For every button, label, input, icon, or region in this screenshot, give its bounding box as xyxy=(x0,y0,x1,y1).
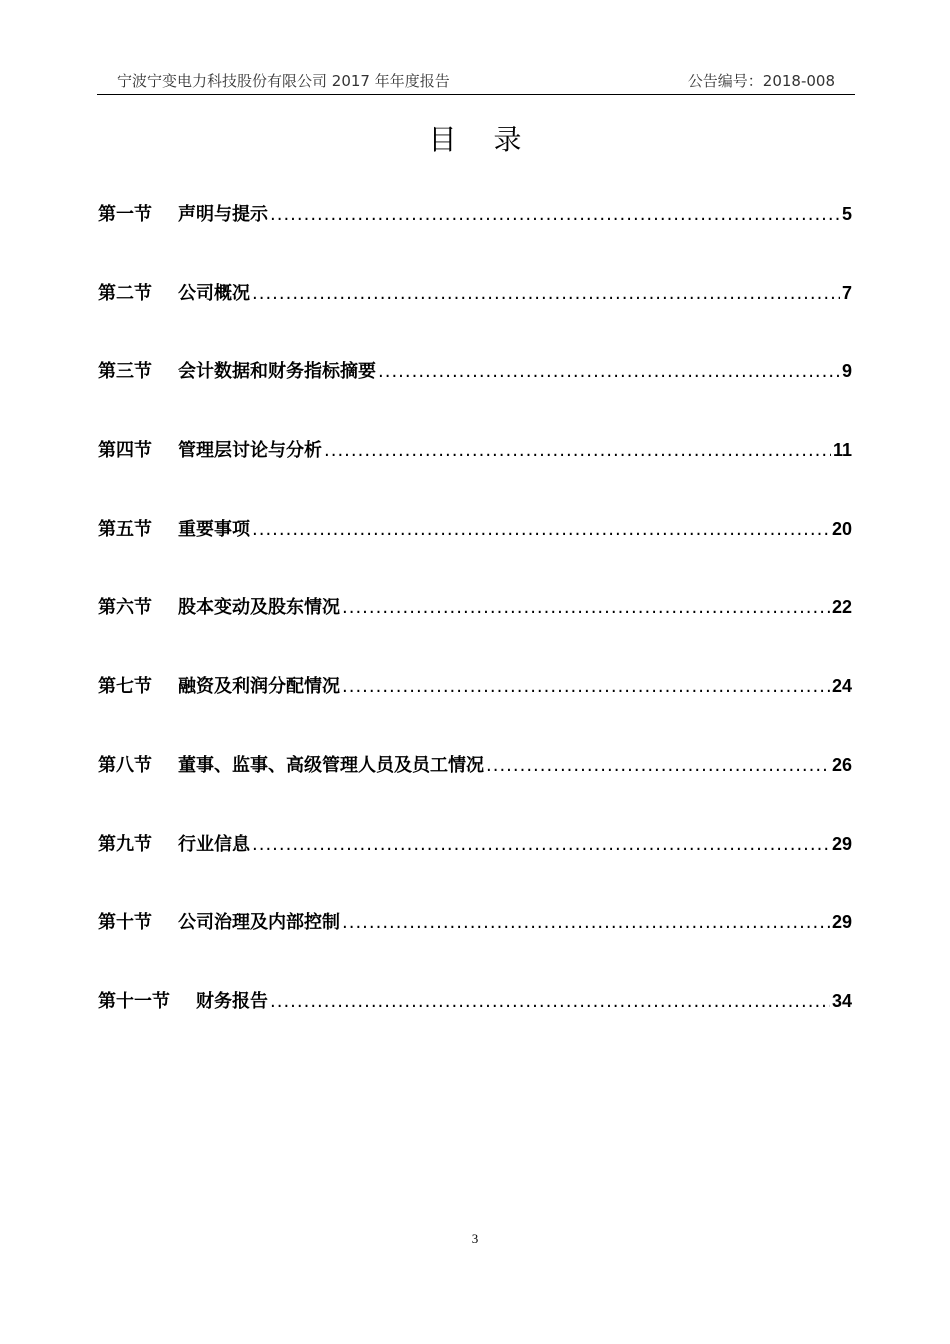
toc-section-number: 第八节 xyxy=(98,754,152,776)
toc-section-number: 第九节 xyxy=(98,833,152,855)
toc-section-number: 第四节 xyxy=(98,440,152,462)
toc-section-number: 第三节 xyxy=(98,361,152,383)
dot-leader xyxy=(342,912,830,933)
toc-section-title: 公司治理及内部控制 xyxy=(178,912,340,934)
toc-page-number: 5 xyxy=(841,204,852,224)
toc-entry[interactable] xyxy=(98,436,852,515)
toc-entry[interactable] xyxy=(98,987,852,1066)
toc-entry[interactable] xyxy=(98,593,852,672)
dot-leader xyxy=(486,755,830,776)
dot-leader xyxy=(342,676,830,697)
dot-leader xyxy=(342,597,830,618)
toc-section-title: 股本变动及股东情况 xyxy=(178,597,340,619)
toc-entry[interactable] xyxy=(98,200,852,279)
toc-section-title: 重要事项 xyxy=(178,518,250,540)
dot-leader xyxy=(378,361,840,382)
toc-page-number: 34 xyxy=(831,990,852,1011)
toc-section-number: 第七节 xyxy=(98,676,152,698)
toc-page-number: 22 xyxy=(831,597,852,618)
dot-leader xyxy=(252,283,840,304)
toc-page-number: 7 xyxy=(841,282,852,303)
toc-section-title: 公司概况 xyxy=(178,282,250,304)
toc-page-number: 20 xyxy=(831,518,852,539)
toc-section-number: 第十一节 xyxy=(98,990,170,1012)
dot-leader xyxy=(324,440,831,461)
toc-page-number: 29 xyxy=(831,912,852,933)
toc-page-number: 26 xyxy=(831,754,852,775)
dot-leader xyxy=(270,204,840,225)
toc-page-number: 11 xyxy=(832,440,852,461)
toc-section-number: 第一节 xyxy=(98,204,152,225)
toc-page-number: 24 xyxy=(831,676,852,697)
table-of-contents xyxy=(98,200,852,1066)
toc-page-number: 9 xyxy=(841,361,852,382)
toc-section-number: 第十节 xyxy=(98,912,152,934)
toc-section-title: 董事、监事、高级管理人员及员工情况 xyxy=(178,754,484,776)
toc-section-title: 行业信息 xyxy=(178,833,250,855)
toc-section-number: 第五节 xyxy=(98,518,152,540)
toc-entry[interactable] xyxy=(98,357,852,436)
announcement-number: 公告编号：2018-008 xyxy=(687,72,835,90)
toc-section-number: 第六节 xyxy=(98,597,152,619)
toc-section-title: 管理层讨论与分析 xyxy=(178,440,322,462)
report-title: 宁波宁变电力科技股份有限公司 2017 年年度报告 xyxy=(117,72,450,90)
dot-leader xyxy=(270,991,830,1012)
dot-leader xyxy=(252,519,830,540)
page-number: 3 xyxy=(471,1231,479,1246)
toc-heading: 目 录 xyxy=(428,123,536,156)
toc-entry[interactable] xyxy=(98,279,852,358)
toc-entry[interactable] xyxy=(98,830,852,909)
toc-entry[interactable] xyxy=(98,672,852,751)
toc-entry[interactable] xyxy=(98,515,852,594)
toc-section-title: 会计数据和财务指标摘要 xyxy=(178,361,376,383)
toc-section-title: 声明与提示 xyxy=(178,204,268,225)
toc-entry[interactable] xyxy=(98,751,852,830)
toc-entry[interactable] xyxy=(98,908,852,987)
dot-leader xyxy=(252,834,830,855)
toc-section-title: 融资及利润分配情况 xyxy=(178,676,340,698)
toc-section-title: 财务报告 xyxy=(196,990,268,1012)
toc-page-number: 29 xyxy=(831,833,852,854)
toc-section-number: 第二节 xyxy=(98,282,152,304)
page-header xyxy=(97,64,855,95)
